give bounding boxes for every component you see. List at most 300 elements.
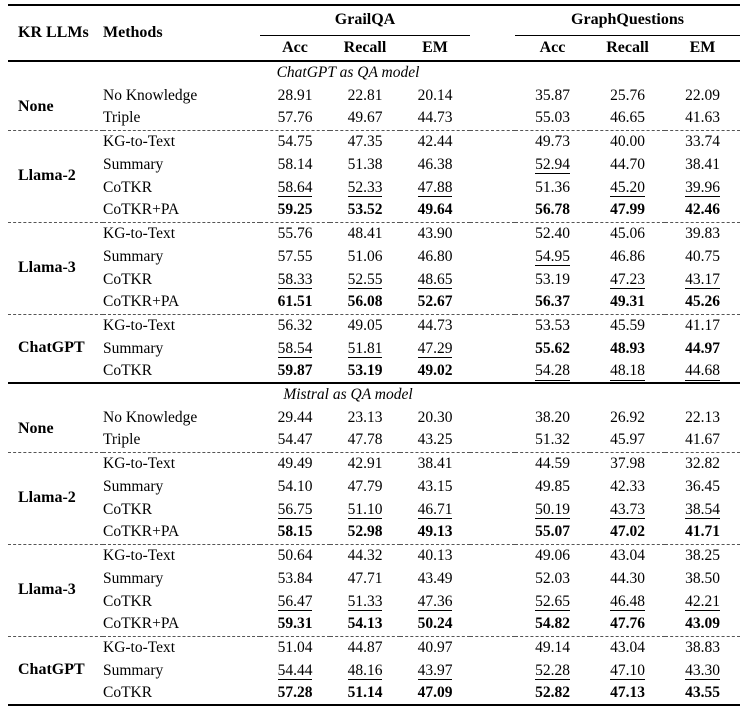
metric-value: 52.55: [347, 270, 383, 288]
metric-value: 49.14: [535, 638, 570, 656]
metric-value: 50.24: [417, 615, 453, 633]
metric-value: 43.90: [417, 224, 453, 242]
value-cell: [330, 222, 400, 245]
metric-value: 45.20: [610, 178, 645, 196]
metric-value: 43.49: [417, 569, 453, 587]
method-cell: KG-to-Text: [103, 314, 260, 337]
value-cell: [400, 406, 470, 429]
metric-value: 54.44: [277, 661, 313, 679]
method-cell: Summary: [103, 155, 164, 173]
value-cell: [330, 429, 400, 452]
value-cell: [260, 130, 330, 153]
value-cell: [590, 314, 665, 337]
method-cell: CoTKR+PA: [103, 523, 180, 541]
value-cell: [515, 498, 590, 521]
metric-value: 38.41: [417, 454, 453, 472]
metric-value: 56.37: [535, 293, 570, 311]
section-title-row: [8, 383, 740, 406]
metric-value: 52.33: [347, 178, 383, 196]
metric-value: 41.71: [685, 523, 720, 541]
metric-value: 44.30: [610, 569, 645, 587]
table-row: [8, 176, 740, 199]
metric-value: 43.25: [417, 431, 453, 449]
metric-value: 53.84: [277, 569, 313, 587]
value-cell: [665, 636, 740, 659]
kr-llm-cell: Llama-3: [8, 222, 103, 314]
value-cell: [515, 337, 590, 360]
value-cell: [330, 130, 400, 153]
value-cell: [330, 84, 400, 107]
value-cell: [330, 544, 400, 567]
value-cell: [590, 337, 665, 360]
method-cell: KG-to-Text: [103, 130, 260, 153]
method-cell: KG-to-Text: [103, 636, 260, 659]
column-gap: [470, 199, 515, 222]
value-cell: [400, 429, 470, 452]
metric-value: 54.10: [277, 477, 313, 495]
value-cell: [665, 130, 740, 153]
kr-llm-cell: ChatGPT: [8, 636, 103, 705]
value-cell: [590, 360, 665, 383]
col-header-grailqa-recall: Recall: [330, 35, 400, 61]
metric-value: 53.52: [347, 201, 383, 219]
metric-value: 41.67: [685, 431, 720, 449]
method-cell: CoTKR: [103, 500, 153, 518]
metric-value: 50.64: [277, 546, 313, 564]
value-cell: [665, 429, 740, 452]
metric-value: 29.44: [277, 408, 313, 426]
value-cell: [260, 360, 330, 383]
metric-value: 39.96: [685, 178, 720, 196]
table-row: [8, 521, 740, 544]
column-gap: [470, 107, 515, 130]
value-cell: [260, 429, 330, 452]
metric-value: 52.40: [535, 224, 570, 242]
column-gap: [470, 498, 515, 521]
method-cell: CoTKR+PA: [103, 293, 180, 311]
metric-value: 51.10: [347, 500, 383, 518]
metric-value: 41.63: [685, 109, 720, 127]
value-cell: [665, 521, 740, 544]
metric-value: 55.76: [277, 224, 313, 242]
value-cell: [260, 153, 330, 176]
metric-value: 47.36: [417, 592, 453, 610]
value-cell: [665, 268, 740, 291]
metric-value: 47.09: [417, 684, 453, 701]
metric-value: 51.36: [535, 178, 570, 196]
metric-value: 54.28: [535, 362, 570, 379]
kr-llm-cell: Llama-3: [8, 544, 103, 636]
metric-value: 28.91: [277, 86, 313, 104]
value-cell: [665, 314, 740, 337]
table-row: [8, 268, 740, 291]
metric-value: 46.86: [610, 247, 645, 265]
value-cell: [515, 153, 590, 176]
metric-value: 48.18: [610, 362, 645, 379]
metric-value: 35.87: [535, 86, 570, 104]
header-column-gap: [470, 5, 515, 61]
value-cell: [330, 268, 400, 291]
value-cell: [515, 544, 590, 567]
column-gap: [470, 659, 515, 682]
col-header-methods: Methods: [103, 5, 260, 61]
table-row: [8, 245, 740, 268]
metric-value: 43.55: [685, 684, 720, 701]
value-cell: [515, 222, 590, 245]
value-cell: [590, 475, 665, 498]
value-cell: [400, 452, 470, 475]
column-gap: [470, 268, 515, 291]
metric-value: 38.25: [685, 546, 720, 564]
table-row: [8, 314, 740, 337]
value-cell: [590, 452, 665, 475]
table-row: [8, 452, 740, 475]
metric-value: 44.97: [685, 339, 720, 357]
metric-value: 47.78: [347, 431, 383, 449]
method-cell: CoTKR: [103, 362, 153, 379]
value-cell: [590, 429, 665, 452]
metric-value: 55.03: [535, 109, 570, 127]
value-cell: [260, 452, 330, 475]
metric-value: 44.68: [685, 362, 720, 379]
value-cell: [260, 199, 330, 222]
value-cell: [400, 475, 470, 498]
table-row: [8, 682, 740, 705]
method-cell: KG-to-Text: [103, 452, 260, 475]
metric-value: 59.87: [277, 362, 313, 379]
value-cell: [665, 406, 740, 429]
value-cell: [515, 268, 590, 291]
metric-value: 42.91: [347, 454, 383, 472]
table-row: [8, 567, 740, 590]
metric-value: 47.79: [347, 477, 383, 495]
metric-value: 49.64: [417, 201, 453, 219]
value-cell: [330, 659, 400, 682]
metric-value: 45.59: [610, 316, 645, 334]
value-cell: [260, 613, 330, 636]
kr-llm-cell: ChatGPT: [8, 314, 103, 383]
value-cell: [665, 291, 740, 314]
value-cell: [400, 360, 470, 383]
metric-value: 51.32: [535, 431, 570, 449]
metric-value: 53.19: [535, 270, 570, 288]
metric-value: 49.31: [610, 293, 645, 311]
metric-value: 56.78: [535, 201, 570, 219]
value-cell: [665, 337, 740, 360]
value-cell: [515, 84, 590, 107]
metric-value: 22.81: [347, 86, 383, 104]
metric-value: 22.09: [685, 86, 720, 104]
value-cell: [665, 498, 740, 521]
metric-value: 58.54: [277, 339, 313, 357]
value-cell: [665, 682, 740, 705]
value-cell: [590, 567, 665, 590]
value-cell: [590, 659, 665, 682]
metric-value: 42.46: [685, 201, 720, 219]
table-body: [8, 61, 740, 705]
value-cell: [260, 245, 330, 268]
value-cell: [400, 176, 470, 199]
value-cell: [330, 153, 400, 176]
value-cell: [665, 613, 740, 636]
value-cell: [260, 521, 330, 544]
metric-value: 58.33: [277, 270, 313, 288]
method-cell: Summary: [103, 477, 164, 495]
value-cell: [260, 498, 330, 521]
column-gap: [470, 544, 515, 567]
metric-value: 50.19: [535, 500, 570, 518]
metric-value: 55.62: [535, 339, 570, 357]
method-cell: CoTKR: [103, 178, 153, 196]
value-cell: [590, 636, 665, 659]
value-cell: [330, 498, 400, 521]
value-cell: [590, 130, 665, 153]
value-cell: [590, 222, 665, 245]
metric-value: 56.08: [347, 293, 383, 311]
value-cell: [665, 360, 740, 383]
value-cell: [590, 682, 665, 705]
metric-value: 32.82: [685, 454, 720, 472]
metric-value: 49.02: [417, 362, 453, 379]
value-cell: [260, 682, 330, 705]
column-gap: [470, 360, 515, 383]
metric-value: 47.10: [610, 661, 645, 679]
metric-value: 49.13: [417, 523, 453, 541]
metric-value: 36.45: [685, 477, 720, 495]
value-cell: [590, 498, 665, 521]
col-header-graphquestions-acc: Acc: [515, 35, 590, 61]
table-row: [8, 291, 740, 314]
metric-value: 51.33: [347, 592, 383, 610]
metric-value: 43.30: [685, 661, 720, 679]
metric-value: 40.13: [417, 546, 453, 564]
column-gap: [470, 176, 515, 199]
value-cell: [515, 636, 590, 659]
section-title: ChatGPT as QA model: [276, 64, 420, 81]
column-gap: [470, 314, 515, 337]
metric-value: 49.05: [347, 316, 383, 334]
value-cell: [400, 682, 470, 705]
metric-value: 46.38: [417, 155, 453, 173]
value-cell: [400, 153, 470, 176]
column-gap: [470, 84, 515, 107]
column-gap: [470, 245, 515, 268]
table-row: [8, 130, 740, 153]
metric-value: 49.73: [535, 132, 570, 150]
value-cell: [260, 222, 330, 245]
value-cell: [260, 544, 330, 567]
table-row: [8, 590, 740, 613]
value-cell: [515, 590, 590, 613]
metric-value: 42.33: [610, 477, 645, 495]
value-cell: [260, 659, 330, 682]
column-gap: [470, 130, 515, 153]
metric-value: 45.06: [610, 224, 645, 242]
metric-value: 51.04: [277, 638, 313, 656]
metric-value: 38.20: [535, 408, 570, 426]
value-cell: [400, 130, 470, 153]
value-cell: [330, 107, 400, 130]
metric-value: 25.76: [610, 86, 645, 104]
metric-value: 38.50: [685, 569, 720, 587]
metric-value: 20.30: [417, 408, 453, 426]
table-row: [8, 406, 740, 429]
metric-value: 59.25: [277, 201, 313, 219]
method-cell: Summary: [103, 339, 164, 357]
metric-value: 45.97: [610, 431, 645, 449]
metric-value: 57.28: [277, 684, 313, 701]
col-header-graphquestions-recall: Recall: [590, 35, 665, 61]
value-cell: [515, 406, 590, 429]
value-cell: [330, 199, 400, 222]
value-cell: [515, 429, 590, 452]
table-row: [8, 636, 740, 659]
column-gap: [470, 521, 515, 544]
value-cell: [330, 314, 400, 337]
table-row: [8, 544, 740, 567]
value-cell: [400, 613, 470, 636]
value-cell: [400, 544, 470, 567]
header-row-groups: [8, 5, 740, 35]
table-row: [8, 153, 740, 176]
metric-value: 41.17: [685, 316, 720, 334]
metric-value: 58.64: [277, 178, 313, 196]
value-cell: [260, 107, 330, 130]
metric-value: 40.97: [417, 638, 453, 656]
value-cell: [260, 406, 330, 429]
value-cell: [400, 659, 470, 682]
col-header-kr-llms: KR LLMs: [8, 5, 103, 61]
metric-value: 43.09: [685, 615, 720, 633]
value-cell: [665, 153, 740, 176]
value-cell: [665, 544, 740, 567]
value-cell: [515, 314, 590, 337]
metric-value: 44.87: [347, 638, 383, 656]
value-cell: [330, 337, 400, 360]
value-cell: [400, 84, 470, 107]
metric-value: 48.93: [610, 339, 645, 357]
metric-value: 56.32: [277, 316, 313, 334]
table-row: [8, 429, 740, 452]
method-cell: CoTKR+PA: [103, 201, 180, 219]
metric-value: 47.99: [610, 201, 645, 219]
metric-value: 47.29: [417, 339, 453, 357]
value-cell: [515, 291, 590, 314]
metric-value: 47.35: [347, 132, 383, 150]
value-cell: [260, 268, 330, 291]
metric-value: 59.31: [277, 615, 313, 633]
metric-value: 52.82: [535, 684, 570, 701]
metric-value: 51.81: [347, 339, 383, 357]
metric-value: 53.19: [347, 362, 383, 379]
metric-value: 44.59: [535, 454, 570, 472]
metric-value: 47.71: [347, 569, 383, 587]
table-row: [8, 613, 740, 636]
value-cell: [400, 498, 470, 521]
value-cell: [260, 567, 330, 590]
metric-value: 44.32: [347, 546, 383, 564]
col-header-grailqa-acc: Acc: [260, 35, 330, 61]
metric-value: 47.23: [610, 270, 645, 288]
value-cell: [330, 452, 400, 475]
metric-value: 47.88: [417, 178, 453, 196]
value-cell: [260, 84, 330, 107]
value-cell: [260, 475, 330, 498]
kr-llm-cell: Llama-2: [8, 130, 103, 222]
metric-value: 46.71: [417, 500, 453, 518]
value-cell: [400, 521, 470, 544]
value-cell: [515, 682, 590, 705]
value-cell: [330, 245, 400, 268]
value-cell: [515, 130, 590, 153]
metric-value: 54.13: [347, 615, 383, 633]
metric-value: 42.44: [417, 132, 453, 150]
metric-value: 44.73: [417, 316, 453, 334]
method-cell: CoTKR+PA: [103, 615, 180, 633]
results-table: [8, 4, 740, 706]
metric-value: 55.07: [535, 523, 570, 541]
kr-llm-cell: None: [18, 419, 54, 437]
metric-value: 40.75: [685, 247, 720, 265]
metric-value: 47.13: [610, 684, 645, 701]
value-cell: [665, 176, 740, 199]
metric-value: 38.83: [685, 638, 720, 656]
value-cell: [260, 590, 330, 613]
metric-value: 43.15: [417, 477, 453, 495]
value-cell: [515, 659, 590, 682]
value-cell: [590, 245, 665, 268]
section-title: Mistral as QA model: [8, 383, 740, 406]
table-row: [8, 659, 740, 682]
value-cell: [400, 199, 470, 222]
metric-value: 46.65: [610, 109, 645, 127]
table-row: [8, 360, 740, 383]
table-header: [8, 5, 740, 61]
value-cell: [330, 176, 400, 199]
table-row: [8, 498, 740, 521]
column-gap: [470, 222, 515, 245]
metric-value: 61.51: [277, 293, 313, 311]
value-cell: [400, 268, 470, 291]
metric-value: 52.94: [535, 155, 570, 173]
metric-value: 44.73: [417, 109, 453, 127]
value-cell: [260, 176, 330, 199]
value-cell: [665, 245, 740, 268]
value-cell: [260, 337, 330, 360]
value-cell: [400, 636, 470, 659]
metric-value: 48.65: [417, 270, 453, 288]
value-cell: [590, 544, 665, 567]
value-cell: [590, 590, 665, 613]
value-cell: [590, 199, 665, 222]
metric-value: 58.15: [277, 523, 313, 541]
value-cell: [665, 107, 740, 130]
metric-value: 49.67: [347, 109, 383, 127]
metric-value: 57.76: [277, 109, 313, 127]
metric-value: 51.14: [347, 684, 383, 701]
column-gap: [470, 567, 515, 590]
method-cell: CoTKR: [103, 270, 153, 288]
column-gap: [470, 452, 515, 475]
value-cell: [515, 567, 590, 590]
value-cell: [515, 107, 590, 130]
section-title-row: [8, 61, 740, 84]
value-cell: [330, 360, 400, 383]
metric-value: 54.47: [277, 431, 313, 449]
table-row: [8, 222, 740, 245]
metric-value: 26.92: [610, 408, 645, 426]
metric-value: 52.65: [535, 592, 570, 610]
